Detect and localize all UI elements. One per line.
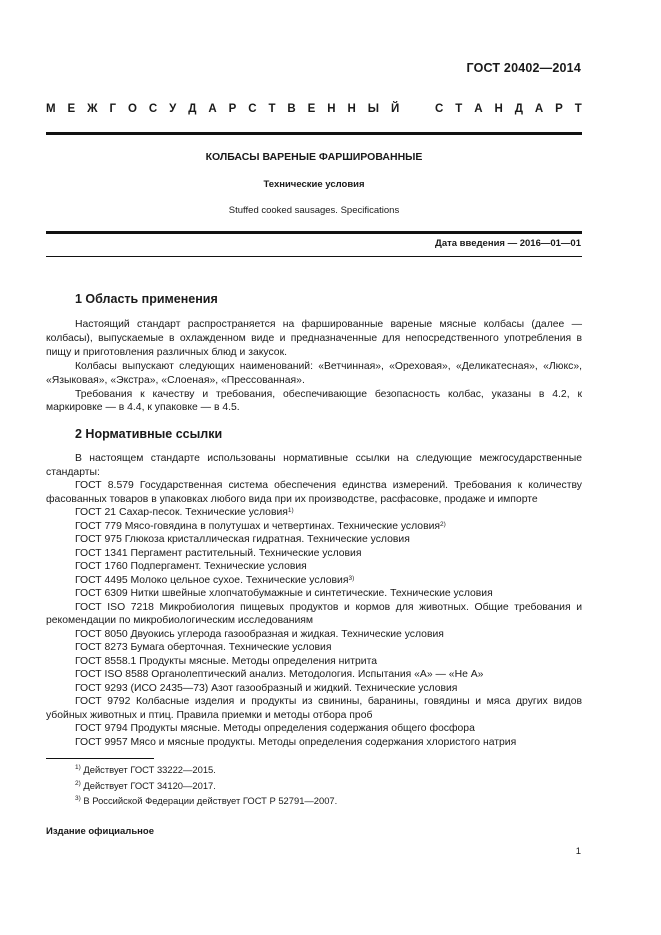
footnote-text: В Российской Федерации действует ГОСТ Р 52791—2007.: [80, 795, 338, 807]
reference-item: [46, 479, 582, 506]
footnotes: [75, 762, 337, 809]
banner-letter: М: [46, 103, 56, 115]
official-edition-label: Издание официальное: [46, 826, 154, 837]
reference-item: [46, 682, 582, 696]
footnote-mark: 1): [75, 764, 81, 771]
footnote-text: Действует ГОСТ 34120—2017.: [80, 779, 216, 791]
normative-references: [46, 452, 582, 749]
footnote-item: [75, 762, 337, 778]
banner-letter: Д: [188, 103, 197, 115]
banner-letter: Т: [268, 103, 276, 115]
banner-letter: Р: [228, 103, 237, 115]
reference-item: [46, 574, 582, 588]
banner-letter: А: [534, 103, 544, 115]
reference-text: ГОСТ 779 Мясо-говядина в полутушах и четвертинах. Технические условия: [75, 520, 441, 532]
banner-letter: С: [148, 103, 158, 115]
section-1-paragraph: Настоящий стандарт распространяется на фаршированные вареные мясные колбасы (далее — колбасы), выпускаемые в охлажденном виде и предназначенные для непосредственного употребления в пищу и приготовления различных блюд и закусок.: [46, 319, 582, 358]
banner-letter: Ы: [367, 103, 380, 115]
document-subtitle: Технические условия: [263, 179, 365, 190]
reference-item: [46, 655, 582, 669]
footnote-text: Действует ГОСТ 33222—2015.: [80, 764, 216, 775]
reference-item: [46, 547, 582, 561]
banner-letter: С: [248, 103, 257, 115]
reference-item: [46, 506, 582, 520]
reference-text: ГОСТ ISO 7218 Микробиология пищевых продуктов и кормов для животных. Общие требования и рекомендации по микробиологическим исследованиям: [46, 601, 582, 626]
reference-text: ГОСТ 1341 Пергамент растительный. Технические условия: [75, 547, 362, 559]
banner-letter: А: [208, 103, 217, 115]
banner-letter: Г: [109, 103, 117, 115]
reference-text: ГОСТ ISO 8588 Органолептический анализ. Методология. Испытания «А» — «Не А»: [75, 669, 484, 680]
footnote-marker: 2): [440, 520, 446, 528]
reference-text: ГОСТ 1760 Подпергамент. Технические условия: [75, 561, 307, 572]
reference-item: [46, 587, 582, 601]
section-1-paragraph: Колбасы выпускают следующих наименований: «Ветчинная», «Ореховая», «Деликатесная», «Люкс», «Языковая», «Экстра», «Слоеная», «Прессованная».: [46, 360, 582, 386]
interstate-standard-banner: [46, 103, 582, 115]
reference-text: ГОСТ 9957 Мясо и мясные продукты. Методы определения содержания хлористого натрия: [75, 736, 517, 748]
footnote-item: [75, 778, 337, 794]
reference-text: ГОСТ 8.579 Государственная система обеспечения единства измерений. Требования к количеству фасованных товаров в упаковках любого вида при их производстве, расфасовке, продаже и импорте: [46, 480, 582, 505]
reference-item: [46, 520, 582, 534]
header-rule: [46, 132, 582, 135]
footnote-mark: 2): [75, 779, 81, 787]
reference-item: [46, 601, 582, 628]
banner-letter: Н: [494, 103, 503, 115]
footnote-marker: 1): [287, 507, 294, 514]
reference-item: [46, 628, 582, 642]
introduction-date: Дата введения — 2016—01—01: [435, 238, 581, 249]
reference-text: ГОСТ 8050 Двуокись углерода газообразная и жидкая. Технические условия: [75, 628, 444, 640]
footnote-rule: [46, 758, 154, 759]
banner-letter: Е: [67, 103, 76, 115]
section-2-heading: 2 Нормативные ссылки: [75, 427, 223, 441]
reference-text: ГОСТ 9792 Колбасные изделия и продукты из свинины, баранины, говядины и мяса других видов убойных животных и птиц. Правила приемки и методы отбора проб: [46, 696, 582, 721]
banner-letter: О: [127, 103, 137, 115]
reference-item: [46, 736, 582, 750]
footnote-mark: 3): [75, 795, 81, 803]
banner-letter: Т: [574, 103, 582, 115]
date-rule: [46, 256, 582, 257]
standard-code: ГОСТ 20402—2014: [466, 61, 581, 75]
banner-letter: Ж: [87, 103, 98, 115]
banner-letter: Н: [347, 103, 356, 115]
banner-letter: А: [474, 103, 483, 115]
reference-text: ГОСТ 975 Глюкоза кристаллическая гидратная. Технические условия: [75, 534, 410, 545]
reference-item: [46, 641, 582, 655]
page-number: 1: [575, 846, 581, 857]
footnote-item: [75, 793, 337, 809]
reference-text: ГОСТ 9794 Продукты мясные. Методы определения содержания общего фосфора: [75, 723, 475, 734]
banner-letter: Т: [455, 103, 463, 115]
title-rule: [46, 231, 582, 234]
section-1-paragraph: Требования к качеству и требования, обеспечивающие безопасность колбас, указаны в 4.2, к маркировке — в 4.4, к упаковке — в 4.5.: [46, 388, 582, 414]
reference-item: [46, 533, 582, 547]
reference-text: ГОСТ 8273 Бумага оберточная. Технические условия: [75, 642, 332, 653]
banner-letter: С: [435, 103, 444, 115]
reference-item: [46, 695, 582, 722]
banner-letter: У: [169, 103, 177, 115]
banner-letter: Е: [307, 103, 316, 115]
reference-item: [46, 722, 582, 736]
references-intro: В настоящем стандарте использованы нормативные ссылки на следующие межгосударственные стандарты:: [46, 453, 582, 478]
banner-letter: Н: [327, 103, 336, 115]
banner-letter: Й: [390, 103, 400, 115]
reference-text: ГОСТ 9293 (ИСО 2435—73) Азот газообразный и жидкий. Технические условия: [75, 682, 458, 694]
section-1-heading: 1 Область применения: [75, 292, 218, 306]
reference-item: [46, 668, 582, 682]
reference-text: ГОСТ 4495 Молоко цельное сухое. Технические условия: [75, 574, 349, 586]
document-title: КОЛБАСЫ ВАРЕНЫЕ ФАРШИРОВАННЫЕ: [205, 151, 423, 163]
banner-letter: В: [287, 103, 296, 115]
footnote-marker: 3): [348, 574, 355, 582]
reference-text: ГОСТ 8558.1 Продукты мясные. Методы определения нитрита: [75, 655, 377, 667]
reference-text: ГОСТ 21 Сахар-песок. Технические условия: [75, 507, 288, 518]
section-1-body: [46, 318, 582, 415]
banner-letter: Д: [514, 103, 523, 115]
english-title: Stuffed cooked sausages. Specifications: [228, 205, 400, 216]
reference-text: ГОСТ 6309 Нитки швейные хлопчатобумажные и синтетические. Технические условия: [75, 588, 493, 599]
reference-item: [46, 560, 582, 574]
banner-letter: Р: [555, 103, 563, 115]
